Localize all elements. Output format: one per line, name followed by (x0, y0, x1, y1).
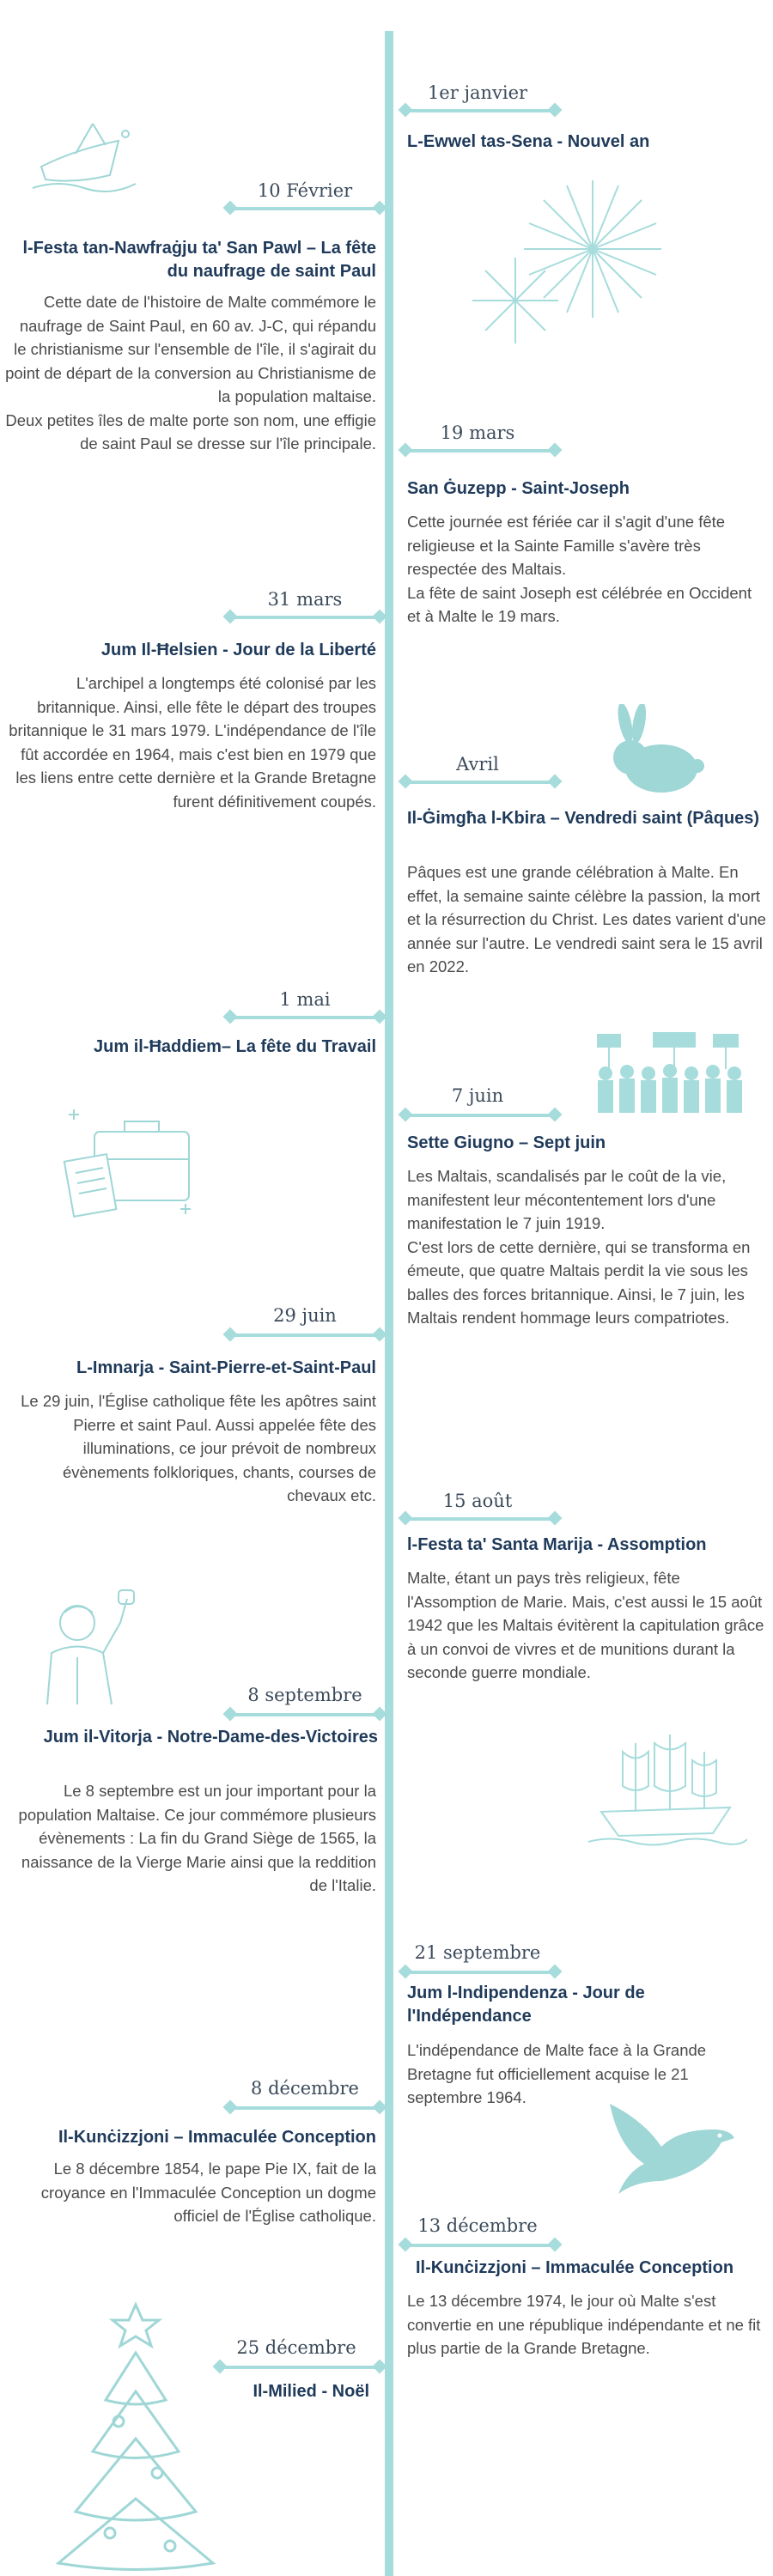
date-marker (400, 1513, 560, 1525)
rabbit-icon (601, 704, 704, 799)
event-description (407, 1566, 768, 1685)
event-paragraph: Malte, étant un pays très religieux, fête l'Assomption de Marie. Mais, c'est aussi le 15 août 1942 que les Maltais évitèrent la capitulation grâce à un convoi de vivres et de munitions durant la seconde guerre mondiale. (407, 1569, 764, 1681)
dove-icon (601, 2095, 739, 2198)
date-marker (400, 445, 560, 457)
event-title: Jum Il-Ħelsien - Jour de la Liberté (100, 641, 376, 659)
event-description (407, 860, 768, 979)
event-date: 15 août (442, 1491, 513, 1511)
event-paragraph: Le 8 décembre 1854, le pape Pie IX, fait de la croyance en l'Immaculée Conception un dogme officiel de l'Église catholique. (40, 2160, 376, 2225)
event-title: l-Festa ta' Santa Marija - Assomption (407, 1535, 707, 1554)
event-paragraph: Deux petites îles de malte porte son nom, une effigie de saint Paul se dresse sur l'île principale. (5, 410, 376, 453)
fireworks-icon (464, 172, 687, 361)
event-title: Jum l-Indipendenza - Jour de l'Indépendance (407, 1984, 645, 2026)
event-date: 25 décembre (236, 2337, 356, 2358)
event-date: 8 septembre (247, 1685, 362, 1705)
event-title: Il-Milied - Noël (253, 2382, 369, 2401)
event-paragraph: Cette journée est fériée car il s'agit d'une fête religieuse et la Sainte Famille s'avère très respectée des Maltais. (407, 513, 726, 578)
date-marker (400, 2239, 560, 2251)
event-title: Jum il-Vitorja - Notre-Dame-des-Victoires (43, 1728, 378, 1747)
event-date: Avril (456, 754, 499, 775)
event-title: Il-Kunċizzjoni – Immaculée Conception (58, 2128, 376, 2147)
event-title: L-Imnarja - Saint-Pierre-et-Saint-Paul (76, 1358, 376, 1377)
date-marker (400, 776, 560, 788)
event-paragraph: Le 8 septembre est un jour important pour la population Maltaise. Ce jour commémore plusieurs évènements : La fin du Grand Siège de 1565, la naissance de la Vierge Marie ainsi que la reddition de l'Italie. (18, 1782, 376, 1894)
event-paragraph: C'est lors de cette dernière, qui se transforma en émeute, que quatre Maltais perdit la vie sous les balles des forces britannique. Ainsi, le 7 juin, les Maltais rendent hommage leurs compatriotes. (407, 1237, 751, 1327)
date-marker (225, 611, 385, 623)
event-date: 29 juin (273, 1305, 337, 1326)
event-description (407, 510, 768, 629)
event-title: L-Ewwel tas-Sena - Nouvel an (407, 132, 650, 151)
galleon-ship-icon (584, 1726, 747, 1855)
event-description (5, 1779, 376, 1898)
date-marker (225, 203, 385, 215)
event-date: 21 septembre (414, 1942, 541, 1963)
date-marker (400, 105, 560, 117)
event-description (5, 1389, 376, 1508)
event-description (407, 2289, 771, 2360)
briefcase-icon (60, 1106, 215, 1226)
event-title: San Ġuzepp - Saint-Joseph (407, 479, 630, 498)
date-marker (225, 1012, 385, 1024)
event-paragraph: Pâques est une grande célébration à Malte. En effet, la semaine sainte célèbre la passion, la mort et la résurrection du Christ. Les dates varient d'une année sur l'autre. Le vendredi saint sera le 15 avril en 2022. (407, 863, 766, 975)
date-marker (225, 1329, 385, 1341)
event-date: 1er janvier (427, 82, 528, 103)
event-date: 13 décembre (417, 2215, 538, 2236)
event-paragraph: Le 29 juin, l'Église catholique fête les apôtres saint Pierre et saint Paul. Aussi appelée fête des illuminations, ce jour prévoit de nombreux évènements folkloriques, chants, courses de chevaux etc. (21, 1392, 376, 1504)
event-description (407, 1164, 768, 1330)
shipwreck-icon (24, 115, 144, 201)
date-marker (400, 1109, 560, 1121)
event-paragraph: Cette date de l'histoire de Malte commémore le naufrage de Saint Paul, en 60 av. J-C, qui répandu le christianisme sur l'ensemble de l'île, il s'agirait du point de départ de la conversion au Christianisme de la population maltaise. (5, 293, 376, 405)
event-paragraph: Le 13 décembre 1974, le jour où Malte s'est convertie en une république indépendante et ne fit plus partie de la Grande Bretagne. (407, 2292, 761, 2357)
event-title: Il-Kunċizzjoni – Immaculée Conception (416, 2258, 734, 2277)
event-paragraph: La fête de saint Joseph est célébrée en Occident et à Malte le 19 mars. (407, 583, 752, 625)
event-paragraph: L'indépendance de Malte face à la Grande Bretagne fut officiellement acquise le 21 septembre 1964. (407, 2041, 707, 2106)
protest-crowd-icon (593, 1030, 747, 1116)
event-title: l-Festa tan-Nawfraġju ta' San Pawl – La fête du naufrage de saint Paul (22, 239, 376, 281)
event-date: 10 Février (257, 180, 353, 201)
event-date: 8 décembre (251, 2078, 359, 2099)
date-marker (215, 2361, 385, 2373)
event-date: 7 juin (451, 1085, 504, 1106)
event-date: 19 mars (440, 422, 515, 443)
event-date: 31 mars (267, 589, 343, 610)
event-description (5, 671, 376, 813)
event-description (5, 290, 376, 456)
event-title: Jum il-Ħaddiem– La fête du Travail (94, 1037, 376, 1056)
event-date: 1 mai (279, 989, 331, 1010)
event-paragraph: Les Maltais, scandalisés par le coût de la vie, manifestent leur mécontentement lors d'une manifestation le 7 juin 1919. (407, 1167, 727, 1232)
event-title: Il-Ġimgħa l-Kbira – Vendredi saint (Pâques) (407, 809, 760, 828)
christmas-tree-icon (33, 2301, 239, 2576)
event-title: Sette Giugno – Sept juin (407, 1133, 606, 1152)
event-description (5, 2157, 376, 2228)
timeline-spine (385, 31, 393, 2576)
date-marker (225, 1709, 385, 1721)
revolutionary-figure-icon (26, 1589, 137, 1709)
event-paragraph: L'archipel a longtemps été colonisé par les britannique. Ainsi, elle fête le départ des troupes britannique le 31 mars 1979. L'indépendance de l'île fût accordée en 1964, mais c'est bien en 1979 que les liens entre cette dernière et la Grande Bretagne furent définitivement coupés. (9, 674, 376, 811)
date-marker (400, 1966, 560, 1978)
date-marker (225, 2102, 385, 2114)
